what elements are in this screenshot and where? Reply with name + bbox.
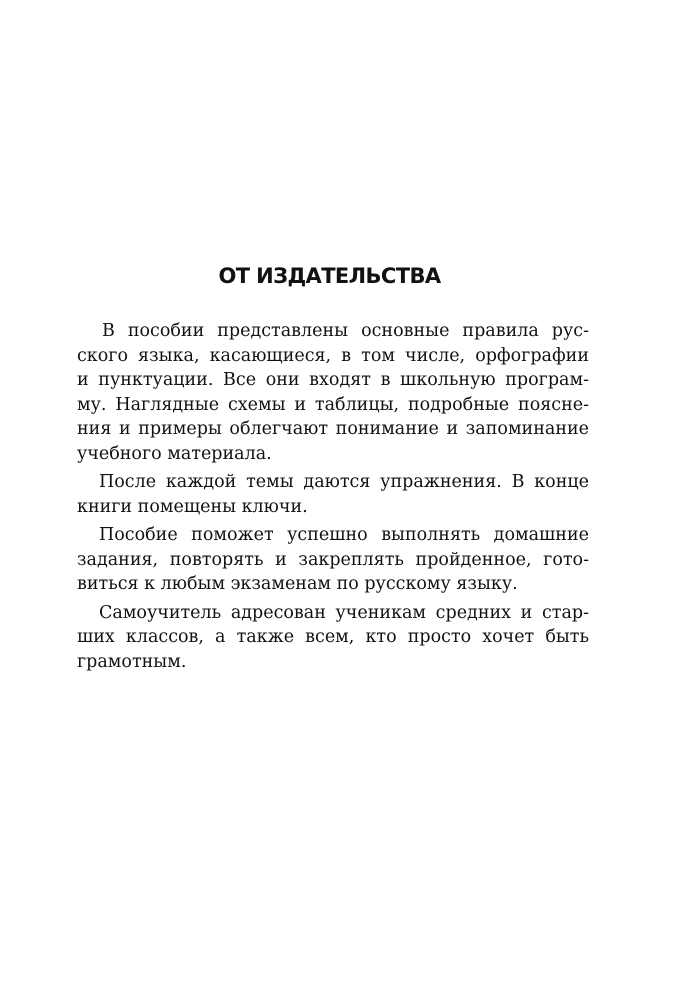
text-line: виться к любым экзаменам по русскому языку. bbox=[77, 574, 518, 594]
paragraph-4 bbox=[77, 601, 589, 675]
paragraph-2 bbox=[77, 470, 589, 519]
text-line: Самоучитель адресован ученикам средних и стар- bbox=[99, 602, 589, 623]
text-line: учебного материала. bbox=[77, 443, 272, 464]
text-line: Пособие поможет успешно выполнять домашние bbox=[99, 525, 589, 545]
text-line: В пособии представлены основные правила рус- bbox=[102, 321, 589, 341]
text-line: задания, повторять и закреплять пройденное, гото- bbox=[77, 549, 589, 570]
page-title: ОТ ИЗДАТЕЛЬСТВА bbox=[218, 264, 441, 288]
text-line: му. Наглядные схемы и таблицы, подробные поясне- bbox=[77, 394, 589, 415]
text-line: книги помещены ключи. bbox=[77, 496, 308, 517]
text-line: После каждой темы даются упражнения. В конце bbox=[99, 472, 589, 492]
text-line: ния и примеры облегчают понимание и запоминание bbox=[77, 419, 589, 439]
publisher-note-text bbox=[77, 319, 589, 674]
text-line: ших классов, а также всем, кто просто хочет быть bbox=[77, 627, 589, 647]
text-line: ского языка, касающиеся, в том числе, орфографии bbox=[77, 345, 589, 366]
text-line: и пунктуации. Все они входят в школьную програм- bbox=[77, 370, 589, 390]
paragraph-3 bbox=[77, 523, 589, 597]
text-line: грамотным. bbox=[77, 651, 187, 672]
paragraph-1 bbox=[77, 319, 589, 466]
